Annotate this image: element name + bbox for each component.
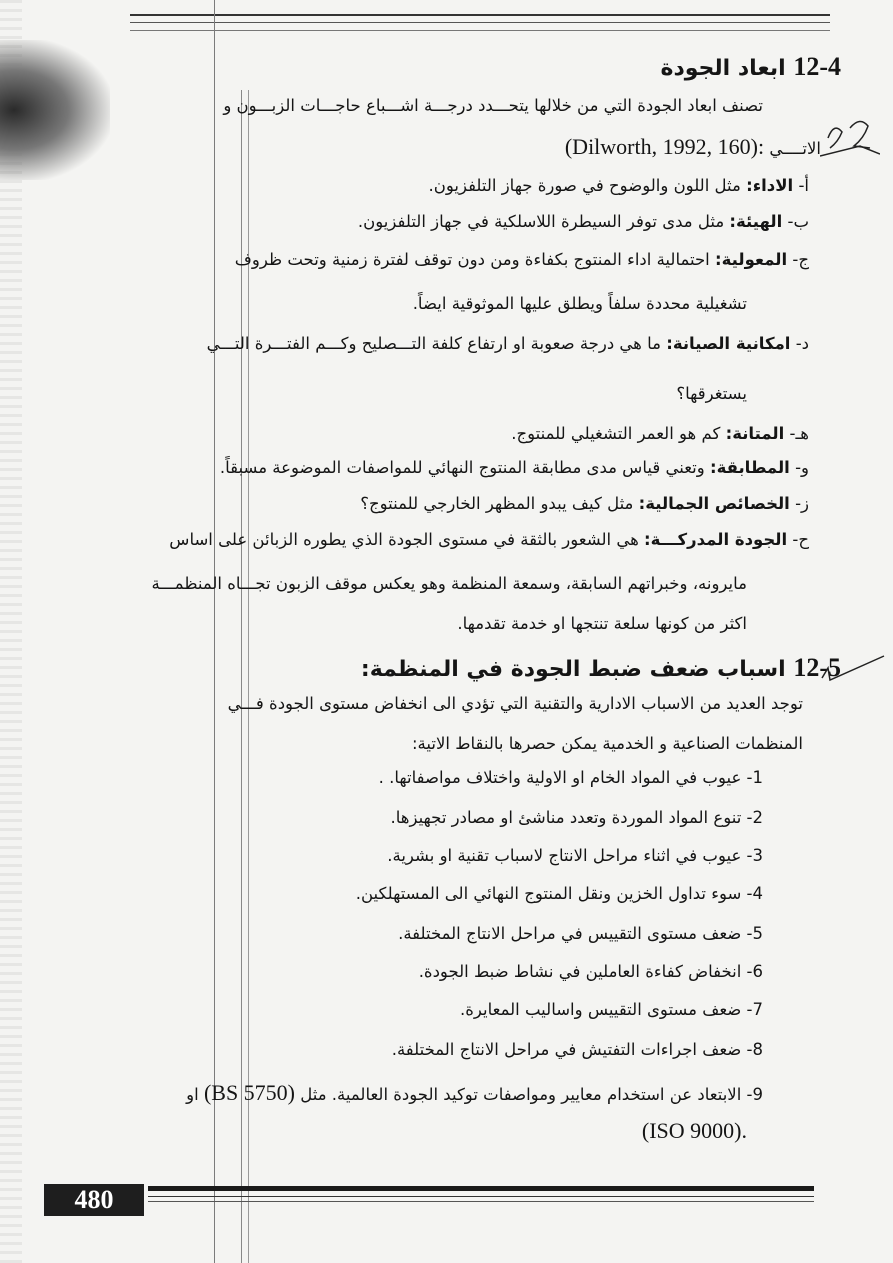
section-title: اسباب ضعف ضبط الجودة في المنظمة: [360, 657, 786, 682]
standard-code: (BS 5750) [203, 1080, 295, 1105]
list-item-continuation: اكثر من كونها سلعة تنتجها او خدمة تقدمها. [457, 614, 747, 633]
term: امكانية الصيانة: [666, 334, 791, 353]
definition: احتمالية اداء المنتوج بكفاءة ومن دون توقف لفترة زمنية وتحت ظروف [234, 250, 710, 269]
term: الهيئة: [729, 212, 783, 231]
list-item: 6- انخفاض كفاءة العاملين في نشاط ضبط الجودة. [418, 962, 763, 981]
list-item: 4- سوء تداول الخزين ونقل المنتوج النهائي الى المستهلكين. [355, 884, 763, 903]
list-item: 2- تنوع المواد الموردة وتعدد مناشئ او مصادر تجهيزها. [390, 808, 763, 827]
definition: مثل اللون والوضوح في صورة جهاز التلفزيون. [428, 176, 741, 195]
definition: ما هي درجة صعوبة او ارتفاع كلفة التـــصليح وكـــم الفتـــرة التـــي [206, 334, 661, 353]
list-marker: ح- [792, 530, 809, 549]
section-number: 12-4 [793, 52, 841, 81]
list-item [220, 458, 809, 477]
list-item: 1- عيوب في المواد الخام او الاولية واختلاف مواصفاتها. . [378, 768, 763, 787]
list-item: 5- ضعف مستوى التقييس في مراحل الانتاج المختلفة. [398, 924, 763, 943]
list-item [360, 494, 809, 513]
definition: مثل كيف يبدو المظهر الخارجي للمنتوج؟ [360, 494, 634, 513]
top-rule [130, 30, 830, 31]
term: الجودة المدركـــة: [644, 530, 788, 549]
list-item-continuation: مايرونه، وخبراتهم السابقة، وسمعة المنظمة وهو يعكس موقف الزبون تجـــاه المنظمـــة [151, 574, 747, 593]
top-rule [130, 22, 830, 23]
intro-line: توجد العديد من الاسباب الادارية والتقنية التي تؤدي الى انخفاض مستوى الجودة فـــي [227, 694, 803, 713]
list-item [169, 530, 809, 549]
section-heading-quality-dimensions [660, 52, 841, 82]
intro-line: تصنف ابعاد الجودة التي من خلالها يتحـــدد درجـــة اشـــباع حاجـــات الزبـــون و [223, 96, 763, 115]
list-item-continuation: تشغيلية محددة سلفاً ويطلق عليها الموثوقية ايضاً. [412, 294, 747, 313]
scan-edge [0, 0, 22, 1263]
footer-rule [148, 1186, 814, 1191]
list-marker: د- [795, 334, 809, 353]
handwritten-checkmark-icon [818, 650, 888, 690]
top-rule [130, 14, 830, 16]
list-item-text: 9- الابتعاد عن استخدام معايير ومواصفات توكيد الجودة العالمية. مثل [300, 1085, 763, 1104]
intro-line: المنظمات الصناعية و الخدمية يمكن حصرها بالنقاط الاتية: [411, 734, 803, 753]
handwritten-mark-icon [820, 108, 880, 168]
definition: وتعني قياس مدى مطابقة المنتوج النهائي للمواصفات الموضوعة مسبقاً. [219, 458, 705, 477]
conjunction: او [186, 1085, 199, 1104]
intro-text: الاتــــي [769, 139, 821, 158]
list-item [428, 176, 809, 195]
list-item: 7- ضعف مستوى التقييس واساليب المعايرة. [460, 1000, 763, 1019]
list-item [235, 250, 809, 269]
term: المطابقة: [709, 458, 790, 477]
list-marker: ب- [787, 212, 809, 231]
section-number: 12-5 [793, 653, 841, 682]
list-marker: ز- [795, 494, 809, 513]
list-item-continuation [642, 1118, 747, 1144]
standard-code: (ISO 9000). [641, 1118, 747, 1143]
list-item [207, 334, 809, 353]
intro-line-2 [565, 134, 821, 160]
list-item: 8- ضعف اجراءات التفتيش في مراحل الانتاج المختلفة. [391, 1040, 763, 1059]
citation: (Dilworth, 1992, 160): [564, 134, 765, 159]
footer-rule [148, 1201, 814, 1202]
list-item [358, 212, 809, 231]
list-marker: أ- [798, 176, 809, 195]
list-item [511, 424, 809, 443]
list-marker: هـ- [789, 424, 809, 443]
definition: مثل مدى توفر السيطرة اللاسلكية في جهاز التلفزيون. [357, 212, 725, 231]
definition: هي الشعور بالثقة في مستوى الجودة الذي يطوره الزبائن على اساس [169, 530, 639, 549]
term: الخصائص الجمالية: [638, 494, 790, 513]
definition: كم هو العمر التشغيلي للمنتوج. [511, 424, 721, 443]
page-number-badge: 480 [44, 1184, 144, 1216]
section-heading-quality-weakness [361, 653, 841, 683]
list-marker: ج- [792, 250, 809, 269]
list-item: 3- عيوب في اثناء مراحل الانتاج لاسباب تقنية او بشرية. [387, 846, 763, 865]
page-corner-shadow [0, 40, 110, 180]
list-marker: و- [795, 458, 809, 477]
footer-rule [148, 1196, 814, 1197]
term: المتانة: [725, 424, 785, 443]
term: المعولية: [715, 250, 788, 269]
list-item [186, 1080, 763, 1106]
section-title: ابعاد الجودة [660, 56, 786, 81]
scan-line [214, 0, 215, 1263]
term: الاداء: [746, 176, 794, 195]
list-item-continuation: يستغرقها؟ [676, 384, 747, 403]
